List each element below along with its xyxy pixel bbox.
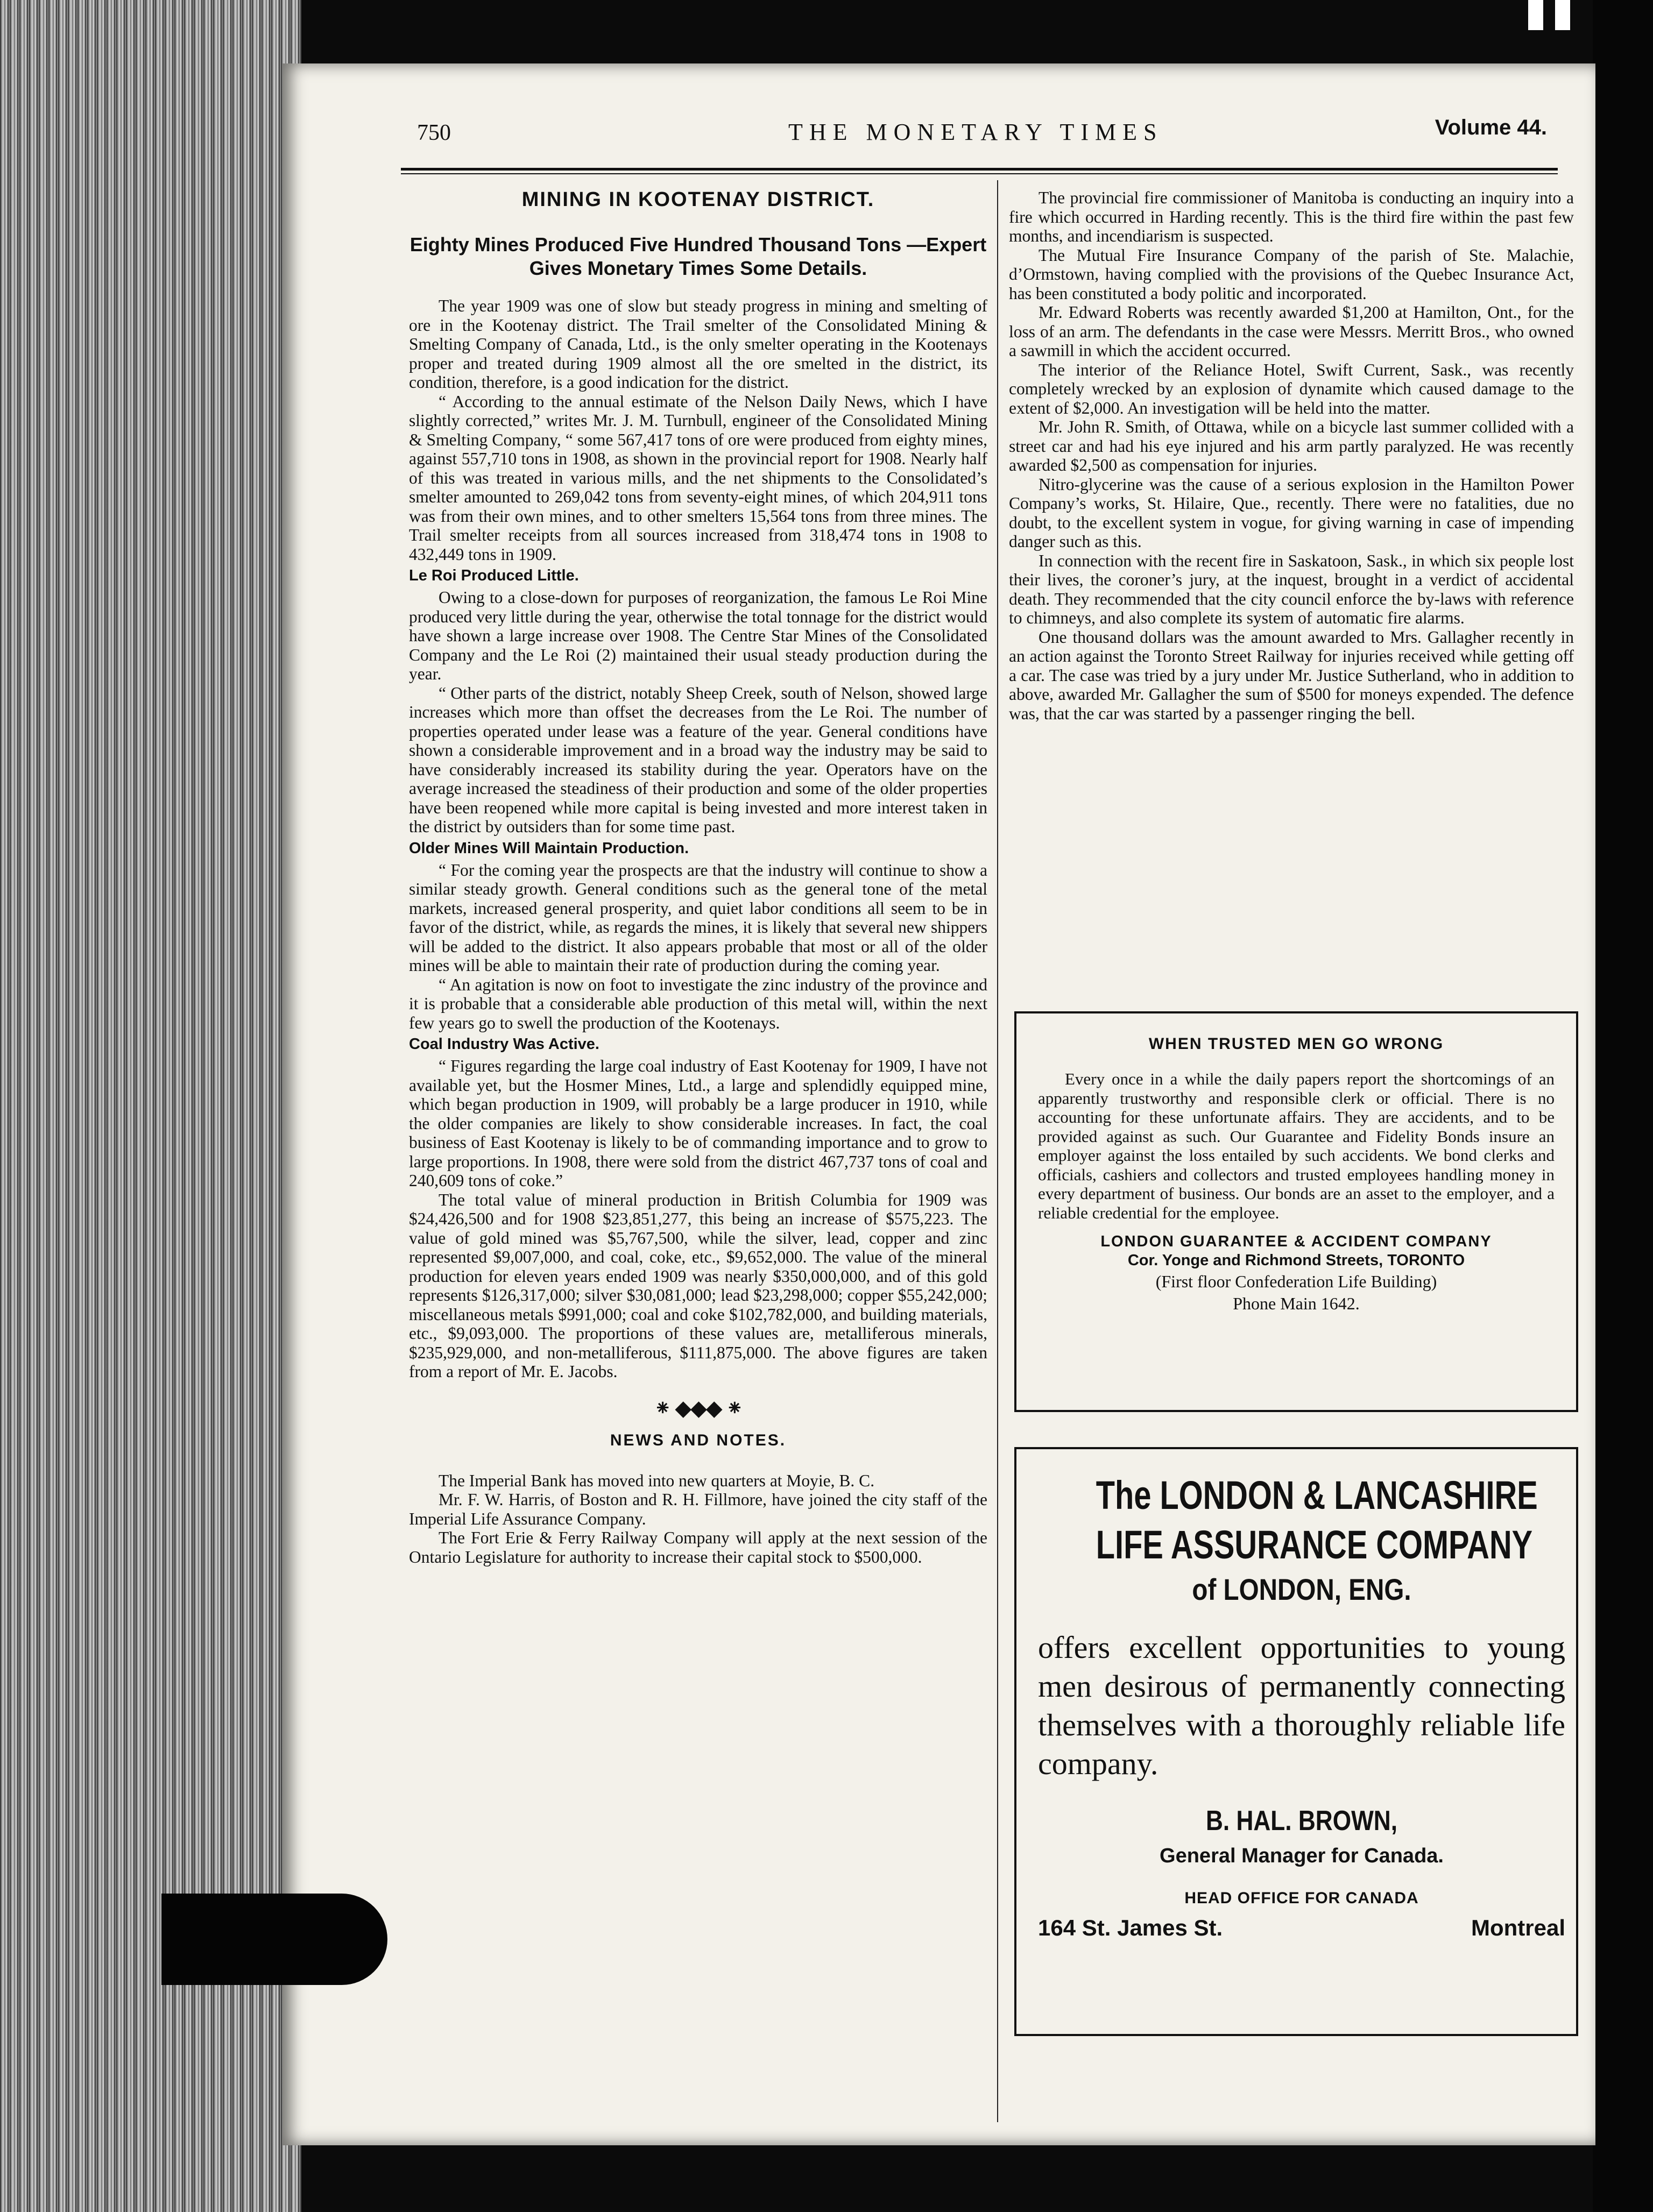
news-item: The Fort Erie & Ferry Railway Company will apply at the next session of the Ontario Legislature for authority to increase their capital stock to $500,000. [409,1528,987,1566]
news-item: The Imperial Bank has moved into new quarters at Moyie, B. C. [439,1471,875,1490]
ad-company: LONDON GUARANTEE & ACCIDENT COMPANY [1100,1233,1492,1250]
scan-mark [1555,0,1570,30]
ad-title: WHEN TRUSTED MEN GO WRONG [1148,1035,1444,1053]
scan-mark [1528,0,1543,30]
ad-street: 164 St. James St. [1038,1915,1223,1940]
ad-address: Cor. Yonge and Richmond Streets, TORONTO [1127,1252,1465,1269]
ad-head-office: HEAD OFFICE FOR CANADA [1184,1889,1419,1907]
guarantee-advertisement [1014,1011,1578,1412]
thumb-shadow [161,1894,387,1985]
ad-offer: offers excellent opportunities to young men desirous of permanently connecting themselves with a thoroughly reliable life company. [1038,1630,1565,1781]
section-heading: Le Roi Produced Little. [409,567,579,584]
column-divider [997,180,998,2122]
news-item: Mr. F. W. Harris, of Boston and R. H. Fillmore, have joined the city staff of the Imperial Life Assurance Company. [409,1490,987,1528]
ad-role: General Manager for Canada. [1160,1845,1444,1867]
section-heading: Older Mines Will Maintain Production. [409,839,689,857]
life-assurance-advertisement [1014,1447,1578,2036]
volume-label: Volume 44. [1435,116,1547,139]
book-page-edges [0,0,301,2212]
paragraph: “ For the coming year the prospects are that the industry will continue to show a similar steady growth. General conditions such as the general tone of the metal markets, increased general prosperity, and quiet labor conditions all seem to be in favor of the district, while, as regards the mines, it is likely that several new shippers will be added to the district. It also appears probable that most or all of the older mines will be able to maintain their rate of production during the coming year. [409,860,987,975]
page-number: 750 [417,120,451,145]
news-item: Mr. John R. Smith, of Ottawa, while on a bicycle last summer collided with a street car and had his eye injured and his arm partly paralyzed. He was recently awarded $2,500 as compensation for injuries. [1009,417,1574,474]
ad-building: (First floor Confederation Life Building) [1155,1272,1437,1291]
ad-headline: The LONDON & LANCASHIRE [1096,1473,1538,1518]
news-section-title: NEWS AND NOTES. [610,1431,787,1449]
news-item: One thousand dollars was the amount awarded to Mrs. Gallagher recently in an action against the Toronto Street Railway for injuries received while getting off a car. The case was tried by a jury under Mr. Justice Sutherland, who in addition to above, awarded Mr. Gallagher the sum of $500 for moneys expended. The defence was, that the car was started by a passenger ringing the bell. [1009,627,1574,723]
journal-title: THE MONETARY TIMES [788,119,1163,145]
paragraph: “ Figures regarding the large coal industry of East Kootenay for 1909, I have not available yet, but the Hosmer Mines, Ltd., a large and splendidly equipped mine, which began production in 1909, will probably be a large producer in 1910, while the older companies are likely to show considerable increases. In fact, the coal business of East Kootenay is likely to be of commanding importance and to grow to large proportions. In 1908, there were sold from the district 467,737 tons of coal and 240,609 tons of coke.” [409,1057,987,1190]
ad-phone: Phone Main 1642. [1233,1294,1360,1313]
section-heading: Coal Industry Was Active. [409,1036,599,1053]
paragraph: The year 1909 was one of slow but steady progress in mining and smelting of ore in the Kootenay district. The Trail smelter of the Consolidated Mining & Smelting Company of Canada, Ltd., is the only smelter operating in the Kootenays proper and treated during 1909 almost all the ore smelted in the district, its condition, therefore, is a good indication for the district. [409,296,987,392]
ad-city: Montreal [1471,1915,1565,1940]
news-item: Nitro-glycerine was the cause of a serious explosion in the Hamilton Power Company’s works, St. Hilaire, Que., recently. There were no fatalities, due no doubt, to the excellent system in vogue, for giving warning in case of impending danger such as this. [1009,474,1574,551]
ad-location: of LONDON, ENG. [1192,1572,1411,1606]
article-subtitle: Eighty Mines Produced Five Hundred Thousand Tons —Expert Gives Monetary Times Some Details. [409,233,987,279]
left-column [409,188,987,1566]
page-header [417,116,1547,148]
ad-address-line [1038,1915,1565,1941]
header-rule [401,173,1558,174]
paragraph: The total value of mineral production in British Columbia for 1909 was $24,426,500 and for 1908 $23,851,277, this being an increase of $575,223. The value of gold mined was $5,767,500, while the silver, lead, copper and zinc represented $9,007,000, and coal, coke, etc., $9,652,000. The value of the mineral production for eleven years ended 1909 was nearly $350,000,000, and of this gold represents $126,317,000; silver $30,081,000; lead $23,298,000; copper $55,242,000; miscellaneous metals $991,000; coal and coke $102,782,000, and building materials, etc., $9,093,000. The proportions of these values are, metalliferous minerals, $235,929,000, and non-metalliferous, $111,875,000. The above figures are taken from a report of Mr. E. Jacobs. [409,1190,987,1381]
right-column [1009,188,1574,723]
article-title: MINING IN KOOTENAY DISTRICT. [521,188,875,211]
ad-body: Every once in a while the daily papers report the shortcomings of an apparently trustworthy and responsible clerk or official. There is no accounting for these unfortunate affairs. They are accidents, and to be provided against as such. Our Guarantee and Fidelity Bonds insure an employer against the loss entailed by such accidents. We bond clerks and officials, cashiers and collectors and trusted employees handling money in every department of business. Our bonds are an asset to the employer, and a reliable credential for the employee. [1038,1069,1555,1222]
news-item: The interior of the Reliance Hotel, Swift Current, Sask., was recently completely wrecked by an explosion of dynamite which caused damage to the extent of $2,000. An investigation will be held into the matter. [1009,360,1574,417]
news-item: Mr. Edward Roberts was recently awarded $1,200 at Hamilton, Ont., for the loss of an arm. The defendants in the case were Messrs. Merritt Bros., who owned a sawmill in which the accident occurred. [1009,303,1574,360]
ad-manager: B. HAL. BROWN, [1205,1805,1398,1837]
news-item: The Mutual Fire Insurance Company of the parish of Ste. Malachie, d’Ormstown, having complied with the provisions of the Quebec Insurance Act, has been constituted a body politic and incorporated. [1009,245,1574,303]
news-item: In connection with the recent fire in Saskatoon, Sask., in which six people lost their lives, the coroner’s jury, at the inquest, brought in a verdict of accidental death. They recommended that the city council enforce the by-laws with reference to chimneys, and also complete its system of automatic fire alarms. [1009,551,1574,627]
paragraph: “ According to the annual estimate of the Nelson Daily News, which I have slightly corrected,” writes Mr. J. M. Turnbull, engineer of the Consolidated Mining & Smelting Company, “ some 567,417 tons of ore were produced from eighty mines, against 557,710 tons in 1908, as shown in the provincial report for 1908. Nearly half of this was treated in various mills, and the net shipments to the Consolidated’s smelter amounted to 269,042 tons from seventy-eight mines, of which 204,911 tons was from their own mines, and to other smelters 15,564 tons from three mines. The Trail smelter receipts from all sources increased from 318,474 tons in 1908 to 432,449 tons in 1909. [409,392,987,564]
news-item: The provincial fire commissioner of Manitoba is conducting an inquiry into a fire which occurred in Harding recently. This is the third fire within the past few months, and incendiarism is suspected. [1009,188,1574,245]
paragraph: “ An agitation is now on foot to investigate the zinc industry of the province and it is probable that a considerable able production of this metal will, within the next few years go to swell the production of the Kootenays. [409,975,987,1032]
ad-headline: LIFE ASSURANCE COMPANY [1096,1522,1533,1567]
header-rule [401,168,1558,171]
scan-border [1593,0,1653,2212]
ornament-divider: ⁕ ◆◆◆ ⁕ [653,1395,743,1420]
paragraph: Owing to a close-down for purposes of reorganization, the famous Le Roi Mine produced very little during the year, otherwise the total tonnage for the district would have shown a large increase over 1908. The Centre Star Mines of the Consolidated Company and the Le Roi (2) maintained their usual steady production during the year. [409,588,987,683]
paragraph: “ Other parts of the district, notably Sheep Creek, south of Nelson, showed large increases which more than offset the decreases from the Le Roi. The number of properties operated under lease was a feature of the year. General conditions have shown a considerable improvement and in a broad way the industry may be said to have considerably increased its stability during the year. Operators have on the average increased the steadiness of their production and some of the older properties have been reopened while more capital is being invested and more interest taken in the district by outsiders than for some time past. [409,683,987,836]
